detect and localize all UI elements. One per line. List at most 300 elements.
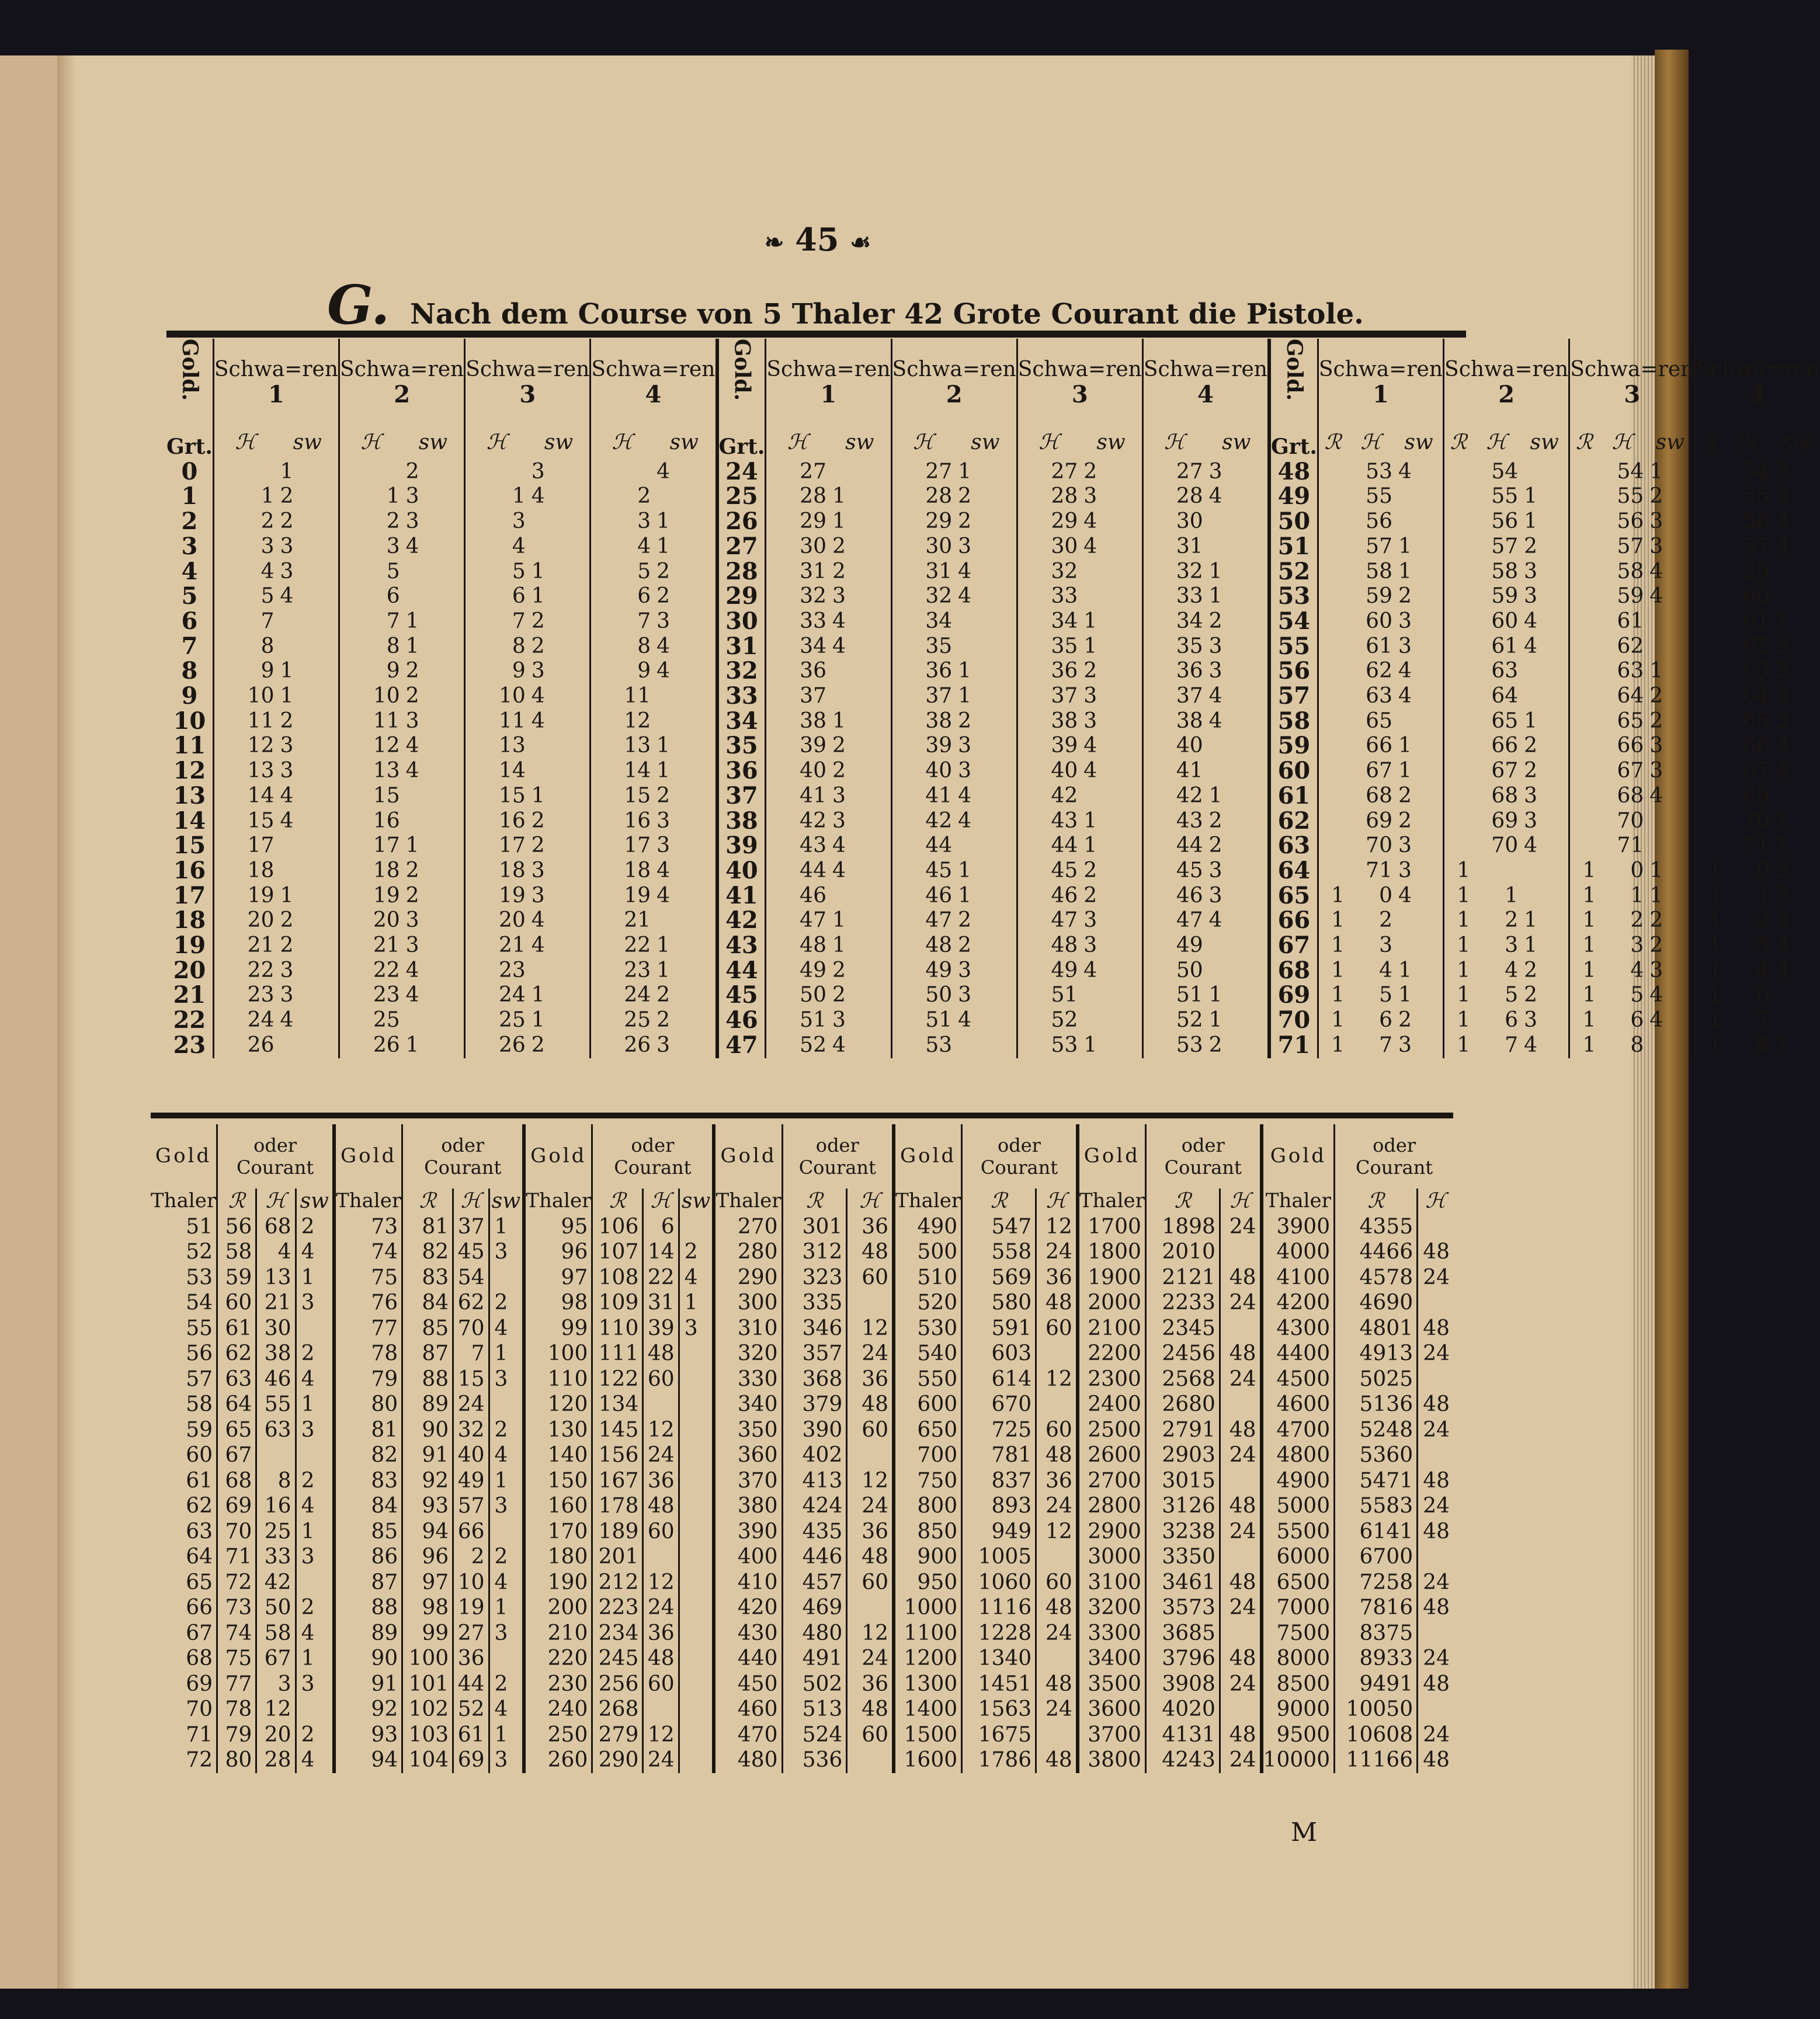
- swaren-unit-label: sw: [1096, 430, 1126, 454]
- thaler-cell: [1695, 634, 1724, 659]
- ornament-right-icon: ☙: [850, 228, 871, 256]
- swaren-cell: [402, 1008, 465, 1033]
- courant-thaler-value: 2121: [1145, 1265, 1220, 1291]
- swaren-cell: 1: [1398, 534, 1412, 558]
- swaren-cell: 4: [1083, 534, 1097, 558]
- gold-thaler-value: 240: [524, 1697, 592, 1722]
- grote-value: 8: [181, 657, 198, 685]
- grote-cell: 61: [1491, 634, 1519, 658]
- grote-cell: 68: [1366, 783, 1392, 808]
- gold-thaler-value: 75: [334, 1265, 402, 1291]
- grote-cell: 12: [591, 709, 653, 734]
- courant-swaren-value: [679, 1570, 714, 1596]
- grote-cell: 12: [213, 734, 276, 759]
- courant-swaren-value: 3: [489, 1747, 524, 1773]
- grote-cell: 29: [891, 509, 954, 534]
- swaren-cell: 4: [280, 584, 294, 609]
- swaren-number: 3: [1624, 381, 1641, 408]
- courant-grote-value: 46: [256, 1367, 296, 1392]
- grote-cell: 32: [1142, 560, 1205, 585]
- gold-thaler-value: 8000: [1262, 1646, 1335, 1672]
- courant-grote-value: 10: [453, 1570, 489, 1596]
- table-row: [151, 1544, 1453, 1570]
- grote-value: 38: [717, 809, 766, 834]
- courant-thaler-value: 4578: [1335, 1265, 1418, 1291]
- swaren-cell: 1: [1208, 1008, 1222, 1033]
- courant-swaren-value: [679, 1697, 714, 1722]
- swaren-cell: 2: [1776, 459, 1789, 484]
- swaren-cell: 1: [1524, 908, 1538, 933]
- swaren-cell: 3: [1208, 634, 1222, 658]
- grote-cell: 26: [465, 1033, 528, 1058]
- title-letter: G.: [327, 273, 390, 336]
- swaren-cell: [1395, 509, 1444, 534]
- swaren-cell: 2: [1083, 659, 1097, 683]
- swaren-cell: 2: [1398, 808, 1412, 833]
- swaren-cell: 4: [832, 833, 846, 858]
- swaren-cell: 1: [1776, 609, 1789, 633]
- gold-thaler-value: 2300: [1078, 1367, 1146, 1392]
- swaren-cell: 3: [405, 484, 419, 509]
- thaler-unit-label: ℛ: [1444, 426, 1473, 460]
- courant-grote-value: 24: [1220, 1443, 1261, 1468]
- thaler-cell: [1318, 634, 1347, 659]
- swaren-cell: 4: [1524, 833, 1538, 858]
- courant-thaler-value: 536: [782, 1747, 847, 1773]
- thaler-cell: 1: [1444, 958, 1473, 984]
- grote-cell: 36: [891, 659, 954, 684]
- gold-thaler-value: 1300: [894, 1672, 962, 1697]
- courant-grote-value: 45: [453, 1239, 489, 1265]
- swaren-cell: 1: [1524, 933, 1538, 958]
- thaler-cell: 1: [1569, 983, 1599, 1008]
- table-row: [151, 1290, 1453, 1316]
- gold-thaler-value: 180: [524, 1544, 592, 1570]
- courant-swaren-value: 3: [489, 1493, 524, 1519]
- gold-thaler-value: 2600: [1078, 1443, 1146, 1468]
- grote-cell: 46: [766, 884, 829, 909]
- courant-label: oder Courant: [402, 1124, 525, 1189]
- swaren-cell: [1395, 908, 1444, 933]
- courant-thaler-value: 85: [402, 1316, 453, 1342]
- thaler-cell: [1318, 460, 1347, 485]
- table-row: [166, 759, 1820, 784]
- courant-grote-value: 48: [1220, 1341, 1261, 1367]
- courant-grote-value: 24: [847, 1646, 894, 1672]
- swaren-cell: 2: [531, 1033, 545, 1057]
- swaren-cell: 3: [1398, 609, 1412, 633]
- table-row: [151, 1722, 1453, 1748]
- swaren-cell: 2: [1524, 759, 1538, 783]
- courant-thaler-value: 335: [782, 1290, 847, 1316]
- grote-cell: 55: [1491, 484, 1519, 509]
- courant-grote-value: 60: [643, 1672, 679, 1697]
- grote-cell: 36: [1142, 659, 1205, 684]
- grote-cell: 16: [591, 809, 653, 834]
- grote-cell: 51: [891, 1008, 954, 1033]
- gold-thaler-value: 92: [334, 1697, 402, 1722]
- table-row: [166, 884, 1820, 909]
- gold-thaler-value: 78: [334, 1341, 402, 1367]
- grote-value: 44: [717, 958, 766, 984]
- grote-cell: 47: [766, 908, 829, 933]
- gold-thaler-value: 88: [334, 1595, 402, 1621]
- grote-cell: 28: [1142, 484, 1205, 509]
- thaler-cell: [1695, 460, 1724, 485]
- courant-grote-value: 48: [1220, 1493, 1261, 1519]
- courant-thaler-value: 7816: [1335, 1595, 1418, 1621]
- grote-cell: 59: [1743, 559, 1770, 583]
- gold-thaler-value: 3500: [1078, 1672, 1146, 1697]
- courant-thaler-value: 2010: [1145, 1239, 1220, 1265]
- gold-thaler-value: 67: [186, 1621, 213, 1645]
- grote-cell: 5: [1379, 983, 1392, 1007]
- grote-cell: 2: [591, 484, 653, 509]
- courant-grote-value: 36: [847, 1367, 894, 1392]
- table-row: [166, 908, 1820, 933]
- thaler-cell: 1: [1695, 1033, 1724, 1058]
- thaler-cell: 1: [1318, 908, 1347, 933]
- gold-thaler-value: 270: [714, 1214, 782, 1240]
- table-row: [166, 659, 1820, 684]
- swaren-cell: 1: [531, 783, 545, 808]
- grote-value: 18: [173, 906, 206, 934]
- swaren-header: [766, 339, 891, 426]
- swaren-cell: [829, 659, 891, 684]
- swaren-cell: 3: [1524, 559, 1538, 583]
- grote-cell: 32: [891, 584, 954, 609]
- swaren-cell: 2: [280, 933, 294, 958]
- grote-cell: 40: [1017, 759, 1080, 784]
- gold-thaler-value: 130: [524, 1417, 592, 1443]
- swaren-cell: 4: [958, 584, 972, 609]
- courant-grote-value: [1418, 1697, 1453, 1722]
- gold-thaler-value: 1800: [1078, 1239, 1146, 1265]
- grote-cell: 9: [213, 659, 276, 684]
- table-row: [166, 534, 1820, 560]
- swaren-cell: 2: [1776, 858, 1789, 882]
- courant-grote-value: 62: [453, 1290, 489, 1316]
- grote-cell: 17: [591, 833, 653, 859]
- swaren-cell: [1772, 983, 1819, 1008]
- upper-table: [166, 339, 1820, 1058]
- courant-thaler-value: 4020: [1145, 1697, 1220, 1722]
- courant-grote-value: 48: [1418, 1595, 1453, 1621]
- thaler-cell: [1444, 809, 1473, 834]
- grote-cell: 47: [1017, 908, 1080, 933]
- courant-thaler-value: 62: [217, 1341, 256, 1367]
- courant-label: oder Courant: [1145, 1124, 1261, 1189]
- grote-unit-label: ℋ: [1017, 426, 1080, 460]
- gold-thaler-value: 510: [894, 1265, 962, 1291]
- grote-cell: 70: [1366, 833, 1392, 858]
- swaren-cell: [1206, 534, 1269, 560]
- swaren-cell: 1: [405, 1033, 419, 1057]
- swaren-unit-label: sw: [544, 430, 574, 454]
- courant-thaler-value: 301: [782, 1214, 847, 1240]
- courant-swaren-value: 1: [489, 1722, 524, 1748]
- gold-thaler-value: 4200: [1262, 1290, 1335, 1316]
- table-row: [166, 833, 1820, 859]
- grote-value: 15: [173, 832, 206, 860]
- grote-value: 30: [717, 609, 766, 634]
- swaren-cell: 2: [958, 908, 972, 933]
- thaler-cell: [1569, 584, 1599, 609]
- grote-cell: 48: [766, 933, 829, 958]
- courant-swaren-value: [679, 1595, 714, 1621]
- courant-swaren-value: [679, 1443, 714, 1468]
- grote-cell: 31: [1142, 534, 1205, 560]
- gold-thaler-value: 97: [524, 1265, 592, 1291]
- courant-grote-value: [1418, 1367, 1453, 1392]
- grote-value: 20: [173, 956, 206, 984]
- courant-thaler-value: 3461: [1145, 1570, 1220, 1596]
- grote-value: 50: [1269, 509, 1318, 534]
- grote-cell: 37: [1142, 684, 1205, 709]
- swaren-cell: 1: [531, 1008, 545, 1033]
- gold-thaler-value: 53: [186, 1265, 213, 1290]
- grote-cell: 5: [339, 560, 402, 585]
- gold-label-text: Gold.: [730, 339, 755, 401]
- grote-cell: 66: [1491, 734, 1519, 758]
- thaler-cell: [1444, 509, 1473, 534]
- swaren-label: Schwa=ren: [214, 357, 339, 382]
- table-row: [166, 634, 1820, 659]
- courant-thaler-value: 5360: [1335, 1443, 1418, 1468]
- swaren-cell: 3: [832, 808, 846, 833]
- swaren-cell: 4: [1398, 684, 1412, 708]
- lower-header-row: [151, 1124, 1453, 1189]
- swaren-cell: 4: [1083, 759, 1097, 783]
- grote-cell: 5: [591, 560, 653, 585]
- grote-unit-label: ℋ: [766, 426, 829, 460]
- courant-thaler-value: 279: [592, 1722, 643, 1748]
- grote-value: 43: [717, 933, 766, 958]
- grote-cell: 3: [1630, 933, 1644, 958]
- courant-grote-value: 27: [453, 1621, 489, 1646]
- gold-thaler-value: 500: [894, 1239, 962, 1265]
- grote-cell: 53: [1366, 459, 1392, 484]
- thaler-cell: 1: [1444, 983, 1473, 1008]
- grote-label: Grt.: [166, 435, 213, 459]
- grote-cell: 28: [766, 484, 829, 509]
- courant-grote-value: 48: [1036, 1290, 1078, 1316]
- grote-cell: 42: [1017, 784, 1080, 809]
- courant-label: oder Courant: [592, 1124, 714, 1189]
- thaler-cell: 1: [1318, 933, 1347, 958]
- grote-cell: 61: [1617, 609, 1644, 633]
- grote-cell: 46: [891, 884, 954, 909]
- thaler-cell: [1569, 759, 1599, 784]
- courant-thaler-value: 71: [217, 1544, 256, 1570]
- swaren-cell: [1080, 560, 1142, 585]
- swaren-number: 1: [268, 381, 284, 408]
- courant-grote-value: 48: [847, 1239, 894, 1265]
- courant-swaren-value: [679, 1621, 714, 1646]
- swaren-cell: [528, 958, 591, 984]
- swaren-label: Schwa=ren: [1318, 357, 1443, 382]
- grote-value: 48: [1269, 460, 1318, 485]
- grote-cell: 51: [1142, 983, 1205, 1008]
- swaren-cell: 4: [657, 634, 671, 658]
- swaren-cell: [1772, 784, 1819, 809]
- courant-swaren-value: 2: [489, 1544, 524, 1570]
- gold-thaler-value: 330: [714, 1367, 782, 1392]
- courant-thaler-value: 1228: [962, 1621, 1036, 1646]
- courant-thaler-value: 2568: [1145, 1367, 1220, 1392]
- swaren-cell: 1: [1208, 559, 1222, 583]
- gold-thaler-value: 5500: [1262, 1519, 1335, 1545]
- grote-cell: 63: [1743, 659, 1770, 683]
- swaren-header: [1695, 339, 1820, 426]
- gold-thaler-value: 99: [524, 1316, 592, 1342]
- swaren-cell: 2: [657, 559, 671, 583]
- grote-cell: 15: [465, 784, 528, 809]
- gold-thaler-value: 850: [894, 1519, 962, 1545]
- grote-value: 1: [181, 482, 198, 510]
- swaren-cell: [653, 709, 717, 734]
- courant-grote-value: 60: [1036, 1316, 1078, 1342]
- courant-grote-value: 48: [1036, 1672, 1078, 1697]
- grote-cell: 55: [1366, 484, 1392, 509]
- swaren-header: [213, 339, 339, 426]
- thaler-cell: 1: [1569, 884, 1599, 909]
- swaren-cell: 1: [832, 908, 846, 933]
- thaler-cell: 1: [1444, 908, 1473, 933]
- swaren-unit-label: sw: [1530, 430, 1559, 454]
- grote-cell: 6: [1379, 1008, 1392, 1033]
- courant-grote-value: 24: [1418, 1417, 1453, 1443]
- swaren-cell: 2: [405, 883, 419, 908]
- grote-cell: 2: [213, 509, 276, 534]
- courant-grote-value: [1036, 1544, 1078, 1570]
- swaren-cell: 4: [531, 484, 545, 509]
- grote-cell: 25: [465, 1008, 528, 1033]
- swaren-cell: 1: [1208, 783, 1222, 808]
- courant-thaler-value: 569: [962, 1265, 1036, 1291]
- courant-thaler-value: 99: [402, 1621, 453, 1646]
- gold-thaler-value: 3200: [1078, 1595, 1146, 1621]
- courant-grote-value: 67: [256, 1646, 296, 1672]
- swaren-cell: 2: [280, 908, 294, 933]
- grote-cell: 63: [1617, 659, 1644, 683]
- swaren-cell: 1: [1398, 734, 1412, 758]
- grote-cell: 6: [1630, 1008, 1644, 1033]
- courant-label: oder Courant: [782, 1124, 894, 1189]
- courant-grote-value: 60: [1036, 1417, 1078, 1443]
- table-row: [166, 684, 1820, 709]
- grote-cell: 19: [591, 884, 653, 909]
- courant-grote-value: 48: [1220, 1417, 1261, 1443]
- courant-grote-value: 25: [256, 1519, 296, 1545]
- thaler-label: Thaler: [334, 1189, 402, 1214]
- courant-thaler-value: 87: [402, 1341, 453, 1367]
- courant-grote-value: 48: [1036, 1443, 1078, 1468]
- thaler-cell: [1444, 833, 1473, 859]
- swaren-cell: 2: [1524, 983, 1538, 1007]
- courant-grote-value: 36: [643, 1621, 679, 1646]
- courant-grote-value: 12: [256, 1697, 296, 1722]
- gold-thaler-value: 3400: [1078, 1646, 1146, 1672]
- swaren-cell: 2: [531, 634, 545, 658]
- gold-thaler-value: 3900: [1262, 1214, 1335, 1240]
- grote-cell: 48: [891, 933, 954, 958]
- swaren-cell: 3: [1776, 908, 1789, 933]
- courant-swaren-value: 1: [296, 1392, 334, 1417]
- thaler-cell: [1318, 509, 1347, 534]
- grote-cell: 30: [1142, 509, 1205, 534]
- swaren-cell: 2: [958, 933, 972, 958]
- swaren-cell: 4: [1524, 1033, 1538, 1057]
- swaren-cell: 3: [1083, 933, 1097, 958]
- courant-grote-value: [643, 1697, 679, 1722]
- swaren-cell: 3: [958, 734, 972, 758]
- grote-unit-label: ℋ: [591, 426, 653, 460]
- courant-thaler-value: 290: [592, 1747, 643, 1773]
- courant-grote-value: 48: [643, 1493, 679, 1519]
- courant-grote-value: 24: [1036, 1697, 1078, 1722]
- table-row: [151, 1697, 1453, 1722]
- courant-thaler-value: 8933: [1335, 1646, 1418, 1672]
- courant-grote-value: 21: [256, 1290, 296, 1316]
- gold-thaler-value: 650: [894, 1417, 962, 1443]
- swaren-cell: [954, 609, 1017, 634]
- courant-grote-value: 60: [847, 1722, 894, 1748]
- swaren-cell: 3: [657, 609, 671, 633]
- grote-unit-label: ℋ: [1220, 1189, 1261, 1214]
- swaren-cell: 3: [958, 983, 972, 1007]
- courant-swaren-value: 3: [296, 1672, 334, 1697]
- grote-cell: 29: [1017, 509, 1080, 534]
- swaren-label: Schwa=ren: [1696, 357, 1820, 382]
- courant-thaler-value: 167: [592, 1468, 643, 1494]
- courant-thaler-value: 59: [217, 1265, 256, 1291]
- courant-thaler-value: 591: [962, 1316, 1036, 1342]
- grote-cell: 19: [339, 884, 402, 909]
- grote-unit-label: ℋ: [1036, 1189, 1078, 1214]
- gold-thaler-value: 2500: [1078, 1417, 1146, 1443]
- courant-label: oder Courant: [217, 1124, 334, 1189]
- grote-cell: 35: [891, 634, 954, 659]
- courant-thaler-value: 107: [592, 1239, 643, 1265]
- grote-unit-label: ℋ: [1142, 426, 1205, 460]
- thaler-cell: [1318, 534, 1347, 560]
- swaren-cell: 3: [405, 708, 419, 733]
- courant-thaler-value: 74: [217, 1621, 256, 1646]
- grote-cell: 49: [1017, 958, 1080, 984]
- swaren-cell: 4: [1776, 734, 1789, 758]
- gold-thaler-value: 96: [524, 1239, 592, 1265]
- thaler-cell: [1318, 609, 1347, 634]
- swaren-cell: [829, 884, 891, 909]
- courant-swaren-value: [679, 1392, 714, 1417]
- grote-cell: 23: [465, 958, 528, 984]
- gold-thaler-value: 220: [524, 1646, 592, 1672]
- swaren-cell: 1: [657, 534, 671, 558]
- swaren-cell: 3: [1083, 684, 1097, 708]
- gold-thaler-value: 450: [714, 1672, 782, 1697]
- gold-thaler-value: 320: [714, 1341, 782, 1367]
- thaler-cell: 1: [1318, 1008, 1347, 1033]
- courant-swaren-value: [679, 1417, 714, 1443]
- thaler-cell: 1: [1444, 1008, 1473, 1033]
- gold-thaler-value: 61: [186, 1468, 213, 1493]
- swaren-label: Schwa=ren: [1143, 357, 1267, 382]
- courant-thaler-value: 122: [592, 1367, 643, 1392]
- swaren-cell: [954, 1033, 1017, 1058]
- grote-cell: 30: [766, 534, 829, 560]
- gold-thaler-value: 64: [186, 1545, 213, 1569]
